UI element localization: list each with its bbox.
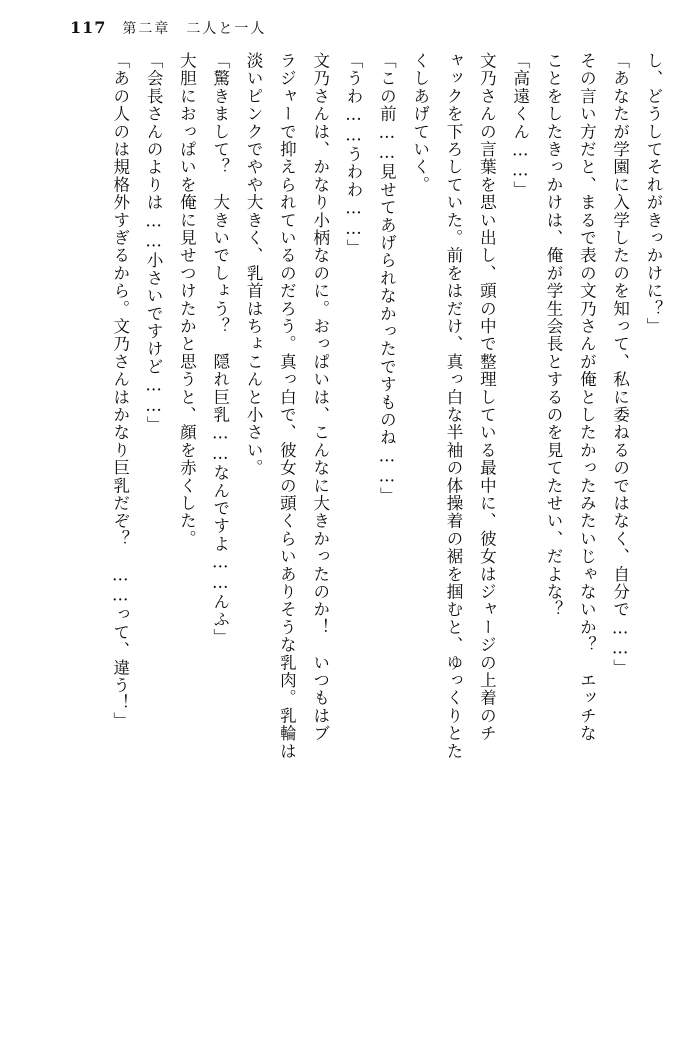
paragraph: くしあげていく。 — [410, 52, 430, 194]
paragraph: 「あなたが学園に入学したのを知って、私に委ねるのではなく、自分で……」 — [610, 52, 630, 677]
page-body — [30, 52, 670, 1024]
paragraph: 「この前……見せてあげられなかったですものね……」 — [377, 52, 397, 505]
paragraph: 「驚きまして？ 大きいでしょう？ 隠れ巨乳……なんですよ……んふ」 — [210, 52, 230, 647]
page-header — [30, 18, 670, 48]
paragraph: ャックを下ろしていた。前をはだけ、真っ白な半袖の体操着の裾を掴むと、ゆっくりとた — [444, 52, 464, 760]
paragraph: 「高遠くん……」 — [510, 52, 530, 199]
paragraph: 淡いピンクでやや大きく、乳首はちょこんと小さい。 — [244, 52, 264, 477]
paragraph: し、どうしてそれがきっかけに？」 — [644, 52, 663, 336]
paragraph: 「うわ……うわわ……」 — [344, 52, 364, 257]
chapter-number: 第二章 — [122, 21, 171, 37]
paragraph: 文乃さんは、かなり小柄なのに。おっぱいは、こんなに大きかったのか！ いつもはブ — [310, 52, 330, 743]
paragraph: ことをしたきっかけは、俺が学生会長とするのを見てたせい、だよな？ — [544, 52, 564, 619]
paragraph: 「あの人のは規格外すぎるから。文乃さんはかなり巨乳だぞ？ ……って、違う！」 — [110, 52, 130, 730]
chapter-title: 二人と一人 — [186, 21, 267, 37]
paragraph: 大胆におっぱいを俺に見せつけたかと思うと、顔を赤くした。 — [177, 52, 197, 548]
paragraph: ラジャーで抑えられているのだろう。真っ白で、彼女の頭くらいありそうな乳肉。乳輪は — [277, 52, 297, 760]
paragraph: 文乃さんの言葉を思い出し、頭の中で整理している最中に、彼女はジャージの上着のチ — [477, 52, 497, 743]
paragraph: その言い方だと、まるで表の文乃さんが俺としたかったみたいじゃないか？ エッチな — [577, 52, 597, 743]
page-number: 117 — [70, 18, 107, 37]
paragraph: 「会長さんのよりは……小さいですけど……」 — [144, 52, 164, 434]
